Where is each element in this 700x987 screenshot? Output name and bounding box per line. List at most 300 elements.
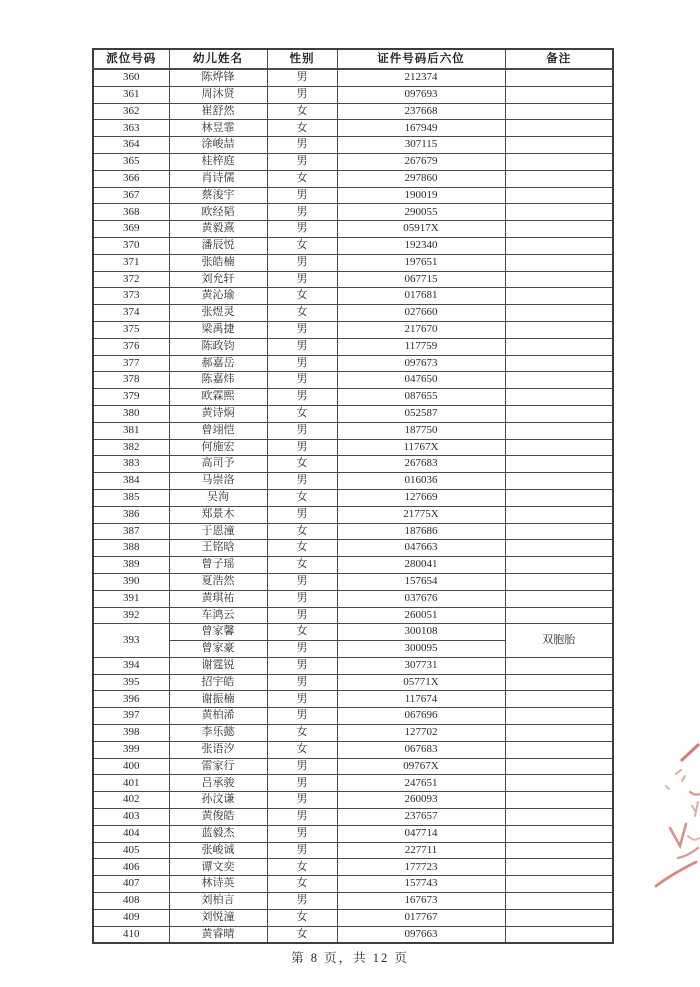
cell-id-last-six: 197651 bbox=[337, 254, 505, 271]
cell-remarks bbox=[505, 153, 613, 170]
cell-child-name: 周沐贤 bbox=[169, 86, 267, 103]
table-row bbox=[93, 691, 613, 708]
table-row bbox=[93, 103, 613, 120]
cell-gender: 男 bbox=[267, 204, 337, 221]
table-row bbox=[93, 758, 613, 775]
cell-gender: 男 bbox=[267, 758, 337, 775]
table-row bbox=[93, 405, 613, 422]
cell-child-name: 黄毅熹 bbox=[169, 221, 267, 238]
header-gender: 性别 bbox=[267, 49, 337, 69]
cell-allocation-number: 361 bbox=[93, 86, 169, 103]
header-child-name: 幼儿姓名 bbox=[169, 49, 267, 69]
cell-child-name: 吴洵 bbox=[169, 489, 267, 506]
cell-allocation-number: 397 bbox=[93, 708, 169, 725]
cell-allocation-number: 399 bbox=[93, 741, 169, 758]
cell-remarks bbox=[505, 758, 613, 775]
cell-id-last-six: 290055 bbox=[337, 204, 505, 221]
cell-id-last-six: 017767 bbox=[337, 909, 505, 926]
cell-id-last-six: 127702 bbox=[337, 725, 505, 742]
cell-child-name: 刘柏言 bbox=[169, 893, 267, 910]
cell-remarks bbox=[505, 321, 613, 338]
cell-remarks bbox=[505, 674, 613, 691]
cell-remarks bbox=[505, 254, 613, 271]
cell-id-last-six: 097663 bbox=[337, 926, 505, 943]
cell-gender: 女 bbox=[267, 741, 337, 758]
cell-child-name: 郝嘉岳 bbox=[169, 355, 267, 372]
table-row bbox=[93, 137, 613, 154]
cell-remarks bbox=[505, 741, 613, 758]
cell-remarks bbox=[505, 607, 613, 624]
cell-allocation-number: 405 bbox=[93, 842, 169, 859]
cell-gender: 男 bbox=[267, 187, 337, 204]
cell-child-name: 陈烨锋 bbox=[169, 69, 267, 86]
cell-remarks bbox=[505, 389, 613, 406]
cell-id-last-six: 157654 bbox=[337, 573, 505, 590]
cell-remarks bbox=[505, 221, 613, 238]
cell-remarks bbox=[505, 506, 613, 523]
cell-remarks bbox=[505, 557, 613, 574]
cell-allocation-number: 400 bbox=[93, 758, 169, 775]
cell-child-name: 张煜灵 bbox=[169, 305, 267, 322]
cell-allocation-number: 362 bbox=[93, 103, 169, 120]
cell-gender: 男 bbox=[267, 153, 337, 170]
cell-id-last-six: 047663 bbox=[337, 540, 505, 557]
cell-allocation-number: 404 bbox=[93, 825, 169, 842]
cell-gender: 男 bbox=[267, 775, 337, 792]
cell-id-last-six: 037676 bbox=[337, 590, 505, 607]
table-row bbox=[93, 489, 613, 506]
table-row bbox=[93, 237, 613, 254]
cell-remarks bbox=[505, 909, 613, 926]
cell-remarks bbox=[505, 86, 613, 103]
table-row bbox=[93, 221, 613, 238]
cell-remarks bbox=[505, 926, 613, 943]
cell-id-last-six: 300108 bbox=[337, 624, 505, 641]
cell-remarks bbox=[505, 842, 613, 859]
cell-child-name: 欧霖熙 bbox=[169, 389, 267, 406]
cell-child-name: 黄睿晴 bbox=[169, 926, 267, 943]
cell-remarks bbox=[505, 893, 613, 910]
cell-remarks bbox=[505, 725, 613, 742]
cell-child-name: 张皓楠 bbox=[169, 254, 267, 271]
cell-child-name: 林昱霏 bbox=[169, 120, 267, 137]
cell-child-name: 刘允轩 bbox=[169, 271, 267, 288]
cell-allocation-number: 407 bbox=[93, 876, 169, 893]
cell-allocation-number: 389 bbox=[93, 557, 169, 574]
cell-remarks bbox=[505, 876, 613, 893]
cell-child-name: 刘悦潼 bbox=[169, 909, 267, 926]
cell-id-last-six: 187750 bbox=[337, 422, 505, 439]
cell-remarks bbox=[505, 792, 613, 809]
cell-child-name: 桂梓庭 bbox=[169, 153, 267, 170]
cell-allocation-number: 371 bbox=[93, 254, 169, 271]
table-row bbox=[93, 422, 613, 439]
cell-remarks bbox=[505, 288, 613, 305]
table-row bbox=[93, 69, 613, 86]
header-id-last-six: 证件号码后六位 bbox=[337, 49, 505, 69]
table-row bbox=[93, 338, 613, 355]
cell-remarks bbox=[505, 405, 613, 422]
cell-allocation-number: 370 bbox=[93, 237, 169, 254]
table-row bbox=[93, 573, 613, 590]
cell-allocation-number: 377 bbox=[93, 355, 169, 372]
cell-id-last-six: 21775X bbox=[337, 506, 505, 523]
cell-remarks bbox=[505, 809, 613, 826]
cell-gender: 男 bbox=[267, 708, 337, 725]
cell-remarks bbox=[505, 422, 613, 439]
cell-remarks bbox=[505, 573, 613, 590]
cell-gender: 男 bbox=[267, 372, 337, 389]
cell-id-last-six: 167949 bbox=[337, 120, 505, 137]
cell-gender: 女 bbox=[267, 523, 337, 540]
cell-allocation-number: 390 bbox=[93, 573, 169, 590]
cell-id-last-six: 247651 bbox=[337, 775, 505, 792]
cell-remarks bbox=[505, 103, 613, 120]
cell-gender: 女 bbox=[267, 859, 337, 876]
cell-child-name: 郑景木 bbox=[169, 506, 267, 523]
cell-allocation-number: 402 bbox=[93, 792, 169, 809]
cell-gender: 女 bbox=[267, 305, 337, 322]
cell-gender: 男 bbox=[267, 221, 337, 238]
cell-allocation-number: 369 bbox=[93, 221, 169, 238]
cell-child-name: 夏浩然 bbox=[169, 573, 267, 590]
cell-id-last-six: 047650 bbox=[337, 372, 505, 389]
table-row bbox=[93, 624, 613, 641]
cell-child-name: 黄柏浠 bbox=[169, 708, 267, 725]
cell-gender: 女 bbox=[267, 489, 337, 506]
cell-allocation-number: 385 bbox=[93, 489, 169, 506]
cell-allocation-number: 374 bbox=[93, 305, 169, 322]
cell-remarks bbox=[505, 271, 613, 288]
cell-allocation-number: 379 bbox=[93, 389, 169, 406]
table-row bbox=[93, 825, 613, 842]
cell-allocation-number: 376 bbox=[93, 338, 169, 355]
cell-child-name: 梁禹捷 bbox=[169, 321, 267, 338]
header-remarks: 备注 bbox=[505, 49, 613, 69]
cell-remarks bbox=[505, 473, 613, 490]
cell-id-last-six: 067683 bbox=[337, 741, 505, 758]
cell-gender: 女 bbox=[267, 103, 337, 120]
cell-remarks bbox=[505, 456, 613, 473]
cell-allocation-number: 396 bbox=[93, 691, 169, 708]
table-row bbox=[93, 590, 613, 607]
table-row bbox=[93, 170, 613, 187]
cell-gender: 男 bbox=[267, 792, 337, 809]
cell-allocation-number: 392 bbox=[93, 607, 169, 624]
cell-child-name: 涂峻喆 bbox=[169, 137, 267, 154]
cell-allocation-number: 363 bbox=[93, 120, 169, 137]
cell-remarks bbox=[505, 523, 613, 540]
cell-allocation-number: 409 bbox=[93, 909, 169, 926]
cell-gender: 女 bbox=[267, 624, 337, 641]
cell-allocation-number: 360 bbox=[93, 69, 169, 86]
cell-child-name: 王铭晗 bbox=[169, 540, 267, 557]
cell-allocation-number: 375 bbox=[93, 321, 169, 338]
table-row bbox=[93, 523, 613, 540]
cell-gender: 女 bbox=[267, 909, 337, 926]
cell-child-name: 雷家行 bbox=[169, 758, 267, 775]
cell-gender: 男 bbox=[267, 69, 337, 86]
table-row bbox=[93, 187, 613, 204]
table-row bbox=[93, 909, 613, 926]
table-row bbox=[93, 876, 613, 893]
table-row bbox=[93, 288, 613, 305]
table-row bbox=[93, 120, 613, 137]
cell-remarks bbox=[505, 590, 613, 607]
cell-gender: 女 bbox=[267, 926, 337, 943]
cell-gender: 男 bbox=[267, 842, 337, 859]
cell-child-name: 陈嘉炜 bbox=[169, 372, 267, 389]
cell-gender: 女 bbox=[267, 540, 337, 557]
cell-child-name: 于恩潼 bbox=[169, 523, 267, 540]
cell-id-last-six: 190019 bbox=[337, 187, 505, 204]
cell-gender: 男 bbox=[267, 691, 337, 708]
table-row bbox=[93, 842, 613, 859]
cell-allocation-number: 382 bbox=[93, 439, 169, 456]
table-row bbox=[93, 204, 613, 221]
cell-gender: 女 bbox=[267, 725, 337, 742]
cell-gender: 男 bbox=[267, 254, 337, 271]
cell-remarks bbox=[505, 775, 613, 792]
cell-id-last-six: 067696 bbox=[337, 708, 505, 725]
cell-id-last-six: 177723 bbox=[337, 859, 505, 876]
cell-remarks bbox=[505, 372, 613, 389]
cell-gender: 男 bbox=[267, 573, 337, 590]
cell-id-last-six: 027660 bbox=[337, 305, 505, 322]
table-row bbox=[93, 775, 613, 792]
cell-child-name: 欧经韬 bbox=[169, 204, 267, 221]
cell-allocation-number: 401 bbox=[93, 775, 169, 792]
cell-child-name: 何施宏 bbox=[169, 439, 267, 456]
cell-child-name: 马崇洛 bbox=[169, 473, 267, 490]
cell-remarks bbox=[505, 825, 613, 842]
cell-child-name: 林诗英 bbox=[169, 876, 267, 893]
cell-gender: 男 bbox=[267, 825, 337, 842]
cell-child-name: 黄诗焖 bbox=[169, 405, 267, 422]
table-header-row bbox=[93, 49, 613, 69]
cell-child-name: 招宇皓 bbox=[169, 674, 267, 691]
cell-id-last-six: 187686 bbox=[337, 523, 505, 540]
cell-allocation-number: 372 bbox=[93, 271, 169, 288]
cell-child-name: 崔舒然 bbox=[169, 103, 267, 120]
table-body bbox=[93, 69, 613, 943]
cell-remarks bbox=[505, 355, 613, 372]
cell-remarks bbox=[505, 305, 613, 322]
cell-gender: 男 bbox=[267, 473, 337, 490]
cell-child-name: 谭文奕 bbox=[169, 859, 267, 876]
cell-allocation-number: 395 bbox=[93, 674, 169, 691]
cell-allocation-number: 391 bbox=[93, 590, 169, 607]
cell-gender: 男 bbox=[267, 893, 337, 910]
cell-allocation-number: 393 bbox=[93, 624, 169, 658]
cell-remarks: 双胞胎 bbox=[505, 624, 613, 658]
cell-remarks bbox=[505, 338, 613, 355]
cell-allocation-number: 383 bbox=[93, 456, 169, 473]
cell-id-last-six: 09767X bbox=[337, 758, 505, 775]
cell-allocation-number: 398 bbox=[93, 725, 169, 742]
cell-allocation-number: 366 bbox=[93, 170, 169, 187]
table-row bbox=[93, 607, 613, 624]
cell-id-last-six: 297860 bbox=[337, 170, 505, 187]
cell-gender: 男 bbox=[267, 321, 337, 338]
cell-id-last-six: 127669 bbox=[337, 489, 505, 506]
cell-id-last-six: 047714 bbox=[337, 825, 505, 842]
cell-id-last-six: 212374 bbox=[337, 69, 505, 86]
cell-child-name: 曾子瑶 bbox=[169, 557, 267, 574]
cell-gender: 男 bbox=[267, 809, 337, 826]
cell-remarks bbox=[505, 708, 613, 725]
cell-remarks bbox=[505, 657, 613, 674]
cell-gender: 女 bbox=[267, 288, 337, 305]
cell-child-name: 孙汶谦 bbox=[169, 792, 267, 809]
cell-child-name: 肖诗儒 bbox=[169, 170, 267, 187]
cell-child-name: 吕承骏 bbox=[169, 775, 267, 792]
cell-id-last-six: 052587 bbox=[337, 405, 505, 422]
cell-gender: 男 bbox=[267, 674, 337, 691]
cell-allocation-number: 365 bbox=[93, 153, 169, 170]
cell-remarks bbox=[505, 859, 613, 876]
table-row bbox=[93, 473, 613, 490]
cell-child-name: 高司予 bbox=[169, 456, 267, 473]
table-row bbox=[93, 355, 613, 372]
cell-remarks bbox=[505, 187, 613, 204]
cell-gender: 男 bbox=[267, 137, 337, 154]
table-row bbox=[93, 372, 613, 389]
cell-allocation-number: 386 bbox=[93, 506, 169, 523]
cell-allocation-number: 408 bbox=[93, 893, 169, 910]
cell-gender: 女 bbox=[267, 120, 337, 137]
table-row bbox=[93, 271, 613, 288]
cell-gender: 男 bbox=[267, 271, 337, 288]
cell-child-name: 潘辰悦 bbox=[169, 237, 267, 254]
table-row bbox=[93, 153, 613, 170]
table-row bbox=[93, 506, 613, 523]
cell-gender: 男 bbox=[267, 338, 337, 355]
cell-allocation-number: 368 bbox=[93, 204, 169, 221]
table-row bbox=[93, 389, 613, 406]
cell-child-name: 谢振楠 bbox=[169, 691, 267, 708]
cell-child-name: 陈政钧 bbox=[169, 338, 267, 355]
table-row bbox=[93, 254, 613, 271]
cell-allocation-number: 381 bbox=[93, 422, 169, 439]
cell-id-last-six: 237657 bbox=[337, 809, 505, 826]
table-row bbox=[93, 439, 613, 456]
cell-id-last-six: 192340 bbox=[337, 237, 505, 254]
red-seal-fragment bbox=[652, 740, 700, 890]
cell-allocation-number: 380 bbox=[93, 405, 169, 422]
cell-id-last-six: 167673 bbox=[337, 893, 505, 910]
cell-id-last-six: 260093 bbox=[337, 792, 505, 809]
cell-child-name: 曾翊恺 bbox=[169, 422, 267, 439]
cell-child-name: 黄琪祐 bbox=[169, 590, 267, 607]
cell-child-name: 曾家馨 bbox=[169, 624, 267, 641]
cell-allocation-number: 378 bbox=[93, 372, 169, 389]
cell-id-last-six: 217670 bbox=[337, 321, 505, 338]
cell-child-name: 黄沁瑜 bbox=[169, 288, 267, 305]
cell-allocation-number: 384 bbox=[93, 473, 169, 490]
cell-gender: 女 bbox=[267, 557, 337, 574]
cell-id-last-six: 227711 bbox=[337, 842, 505, 859]
table-row bbox=[93, 893, 613, 910]
cell-id-last-six: 11767X bbox=[337, 439, 505, 456]
cell-id-last-six: 05771X bbox=[337, 674, 505, 691]
cell-id-last-six: 087655 bbox=[337, 389, 505, 406]
cell-child-name: 张峻诚 bbox=[169, 842, 267, 859]
cell-remarks bbox=[505, 137, 613, 154]
table-row bbox=[93, 708, 613, 725]
cell-id-last-six: 117759 bbox=[337, 338, 505, 355]
table-row bbox=[93, 321, 613, 338]
cell-child-name: 蓝毅杰 bbox=[169, 825, 267, 842]
table-row bbox=[93, 557, 613, 574]
cell-allocation-number: 364 bbox=[93, 137, 169, 154]
cell-remarks bbox=[505, 439, 613, 456]
cell-remarks bbox=[505, 540, 613, 557]
cell-gender: 男 bbox=[267, 389, 337, 406]
table-row bbox=[93, 540, 613, 557]
cell-id-last-six: 097673 bbox=[337, 355, 505, 372]
cell-id-last-six: 157743 bbox=[337, 876, 505, 893]
cell-child-name: 李乐懿 bbox=[169, 725, 267, 742]
cell-allocation-number: 403 bbox=[93, 809, 169, 826]
cell-id-last-six: 017681 bbox=[337, 288, 505, 305]
cell-remarks bbox=[505, 489, 613, 506]
cell-gender: 男 bbox=[267, 641, 337, 658]
cell-child-name: 曾家豪 bbox=[169, 641, 267, 658]
cell-remarks bbox=[505, 691, 613, 708]
cell-gender: 男 bbox=[267, 86, 337, 103]
cell-gender: 男 bbox=[267, 657, 337, 674]
cell-id-last-six: 300095 bbox=[337, 641, 505, 658]
table-row bbox=[93, 305, 613, 322]
cell-allocation-number: 406 bbox=[93, 859, 169, 876]
cell-gender: 女 bbox=[267, 405, 337, 422]
cell-child-name: 谢霆锐 bbox=[169, 657, 267, 674]
cell-allocation-number: 410 bbox=[93, 926, 169, 943]
cell-gender: 男 bbox=[267, 506, 337, 523]
cell-remarks bbox=[505, 170, 613, 187]
cell-id-last-six: 267683 bbox=[337, 456, 505, 473]
table-row bbox=[93, 725, 613, 742]
cell-id-last-six: 307731 bbox=[337, 657, 505, 674]
cell-child-name: 张语汐 bbox=[169, 741, 267, 758]
table-row bbox=[93, 859, 613, 876]
cell-id-last-six: 267679 bbox=[337, 153, 505, 170]
table-row bbox=[93, 926, 613, 943]
table-row bbox=[93, 741, 613, 758]
header-allocation-number: 派位号码 bbox=[93, 49, 169, 69]
cell-allocation-number: 373 bbox=[93, 288, 169, 305]
cell-remarks bbox=[505, 69, 613, 86]
allocation-roster-table bbox=[92, 48, 614, 944]
cell-gender: 男 bbox=[267, 422, 337, 439]
table-row bbox=[93, 674, 613, 691]
cell-id-last-six: 016036 bbox=[337, 473, 505, 490]
cell-id-last-six: 307115 bbox=[337, 137, 505, 154]
table-row bbox=[93, 809, 613, 826]
cell-id-last-six: 280041 bbox=[337, 557, 505, 574]
table-row bbox=[93, 657, 613, 674]
cell-gender: 男 bbox=[267, 607, 337, 624]
cell-remarks bbox=[505, 120, 613, 137]
cell-child-name: 黄俊皓 bbox=[169, 809, 267, 826]
cell-child-name: 车鸿云 bbox=[169, 607, 267, 624]
cell-gender: 男 bbox=[267, 355, 337, 372]
cell-gender: 女 bbox=[267, 237, 337, 254]
table-row bbox=[93, 456, 613, 473]
table-row bbox=[93, 792, 613, 809]
cell-allocation-number: 387 bbox=[93, 523, 169, 540]
